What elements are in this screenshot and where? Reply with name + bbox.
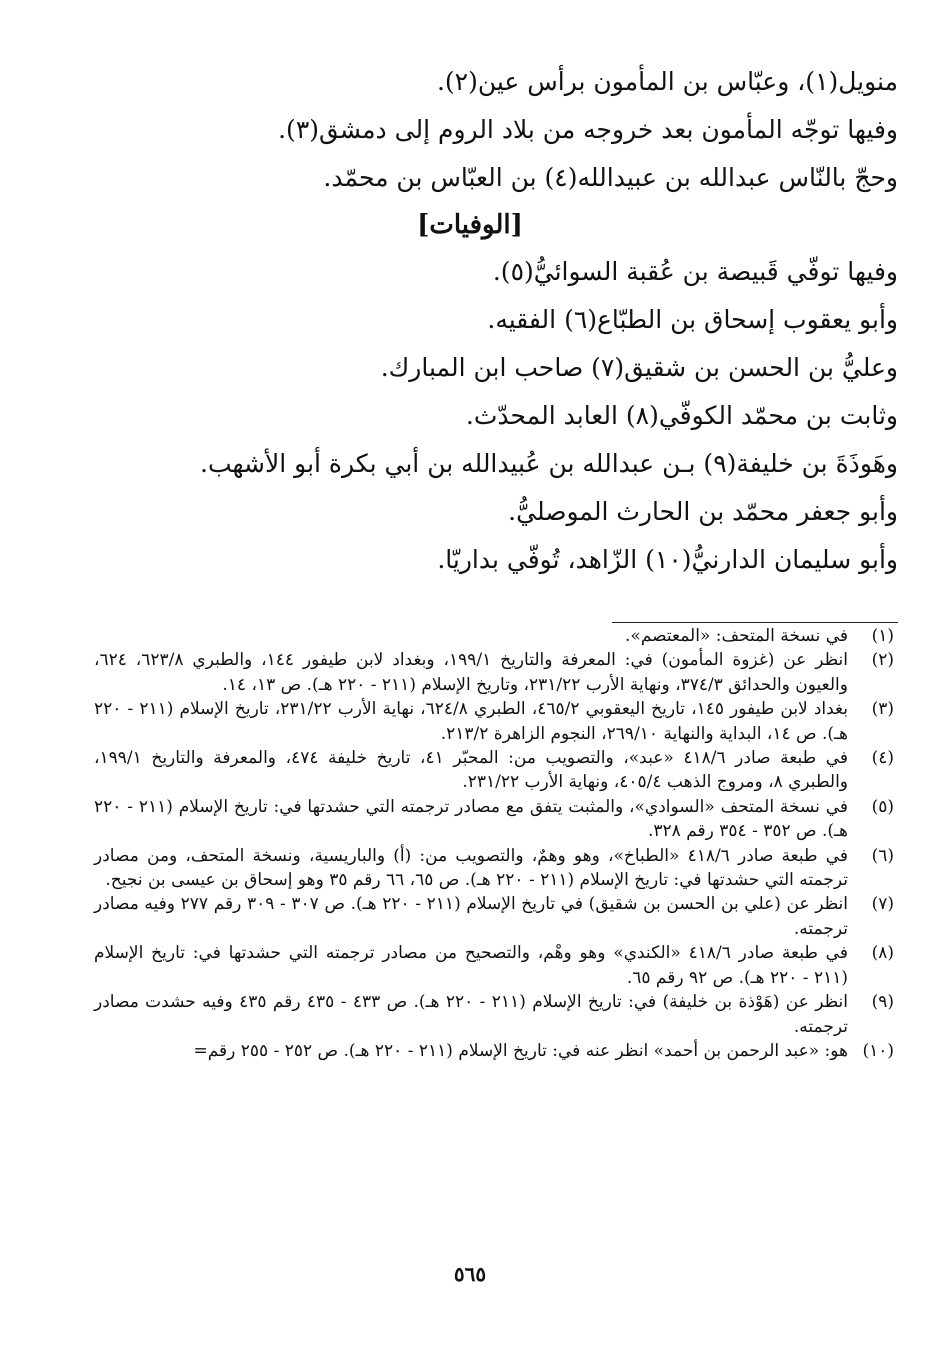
text-line: وفيها توجّه المأمون بعد خروجه من بلاد الروم إلى دمشق(٣). xyxy=(278,115,898,144)
footnote-number: (١) xyxy=(871,626,894,646)
footnote xyxy=(94,1039,894,1063)
footnote xyxy=(94,892,894,941)
footnote-text: في طبعة صادر ٤١٨/٦ «الطباخ»، وهو وهمٌ، والتصويب من: (أ) والباريسية، ونسخة المتحف، ومن مصادر ترجمته التي حشدتها في: تاريخ الإسلام (٢١١ - ٢٢٠ هـ). ص ٦٥، ٦٦ رقم ٣٥ وهو إسحاق بن عيسى بن نجيح. xyxy=(94,845,848,891)
page-number: ٥٦٥ xyxy=(453,1262,487,1286)
footnote xyxy=(94,697,894,746)
footnote-text: في طبعة صادر ٤١٨/٦ «الكندي» وهو وهْم، والتصحيح من مصادر ترجمته التي حشدتها في: تاريخ الإسلام (٢١١ - ٢٢٠ هـ). ص ٩٢ رقم ٦٥. xyxy=(94,943,848,988)
footnote xyxy=(94,746,894,795)
death-entry: وهَوذَةَ بن خليفة(٩) بـن عبدالله بن عُبيدالله بن أبي بكرة أبو الأشهب. xyxy=(200,449,898,478)
footnote-number: (٩) xyxy=(871,992,894,1013)
footnote-number: (٧) xyxy=(871,894,894,915)
footnote-number: (٤) xyxy=(871,748,894,769)
death-entry: وفيها توفّي قَبيصة بن عُقبة السوائيُّ(٥). xyxy=(492,257,898,286)
footnote-number: (٥) xyxy=(871,796,894,817)
footnote-text: انظر عن (غزوة المأمون) في: المعرفة والتاريخ ١٩٩/١، وبغداد لابن طيفور ١٤٤، والطبري ٦٢٣/٨، ٦٢٤، والعيون والحدائق ٣٧٤/٣، ونهاية الأرب ٢٣١/٢٢، وتاريخ الإسلام (٢١١ - ٢٢٠ هـ). ص ١٣، ١٤. xyxy=(94,650,848,695)
death-entry: وأبو سليمان الدارنيُّ(١٠) الزّاهد، تُوفّي بداريّا. xyxy=(437,545,898,574)
footnote-text: في نسخة المتحف «السوادي»، والمثبت يتفق مع مصادر ترجمته التي حشدتها في: تاريخ الإسلام (٢١١ - ٢٢٠ هـ). ص ٣٥٢ - ٣٥٤ رقم ٣٢٨. xyxy=(94,796,848,842)
footnote-number: (٢) xyxy=(871,650,894,671)
footnote-text: انظر عن (هَوْذة بن خليفة) في: تاريخ الإسلام (٢١١ - ٢٢٠ هـ). ص ٤٣٣ - ٤٣٥ رقم ٤٣٥ وفيه حشدت مصادر ترجمته. xyxy=(94,992,848,1037)
death-entry: وأبو يعقوب إسحاق بن الطبّاع(٦) الفقيه. xyxy=(487,305,898,334)
text-line: وحجّ بالنّاس عبدالله بن عبيدالله(٤) بن العبّاس بن محمّد. xyxy=(323,163,898,192)
footnotes xyxy=(94,624,894,1063)
footnote xyxy=(94,844,894,893)
footnote xyxy=(94,941,894,990)
footnote-text: انظر عن (علي بن الحسن بن شقيق) في تاريخ الإسلام (٢١١ - ٢٢٠ هـ). ص ٣٠٧ - ٣٠٩ رقم ٢٧٧ وفيه مصادر ترجمته. xyxy=(94,894,849,939)
death-entry: وعليُّ بن الحسن بن شقيق(٧) صاحب ابن المبارك. xyxy=(380,353,898,382)
death-entry: وأبو جعفر محمّد بن الحارث الموصليُّ. xyxy=(508,497,898,526)
footnote-separator xyxy=(612,622,898,623)
footnote-number: (٦) xyxy=(871,845,894,866)
footnote xyxy=(94,990,894,1039)
footnote-number: (٨) xyxy=(871,943,894,964)
main-text xyxy=(42,58,898,584)
footnote xyxy=(94,624,894,648)
footnote xyxy=(94,795,894,844)
footnote-text: في نسخة المتحف: «المعتصم». xyxy=(625,626,848,646)
footnote-number: (١٠) xyxy=(862,1040,894,1061)
text-line: منويل(١)، وعبّاس بن المأمون برأس عين(٢). xyxy=(436,67,898,96)
footnote-text: في طبعة صادر ٤١٨/٦ «عبد»، والتصويب من: المحبّر ٤١، تاريخ خليفة ٤٧٤، والمعرفة والتاريخ ١٩٩/١، والطبري ٨، ومروج الذهب ٤٠٥/٤، ونهاية الأرب ٢٣١/٢٢. xyxy=(94,748,848,793)
footnote xyxy=(94,648,894,697)
death-entry: وثابت بن محمّد الكوفّي(٨) العابد المحدّث. xyxy=(465,401,898,430)
footnote-text: هو: «عبد الرحمن بن أحمد» انظر عنه في: تاريخ الإسلام (٢١١ - ٢٢٠ هـ). ص ٢٥٢ - ٢٥٥ رقم= xyxy=(193,1040,848,1061)
footnote-number: (٣) xyxy=(871,699,894,720)
section-heading: [الوفيات] xyxy=(417,210,523,240)
footnote-text: بغداد لابن طيفور ١٤٥، تاريخ اليعقوبي ٤٦٥/٢، الطبري ٦٢٤/٨، نهاية الأرب ٢٣١/٢٢، تاريخ الإسلام (٢١١ - ٢٢٠ هـ). ص ١٤، البداية والنهاية ٢٦٩/١٠، النجوم الزاهرة ٢١٣/٢. xyxy=(94,699,848,744)
